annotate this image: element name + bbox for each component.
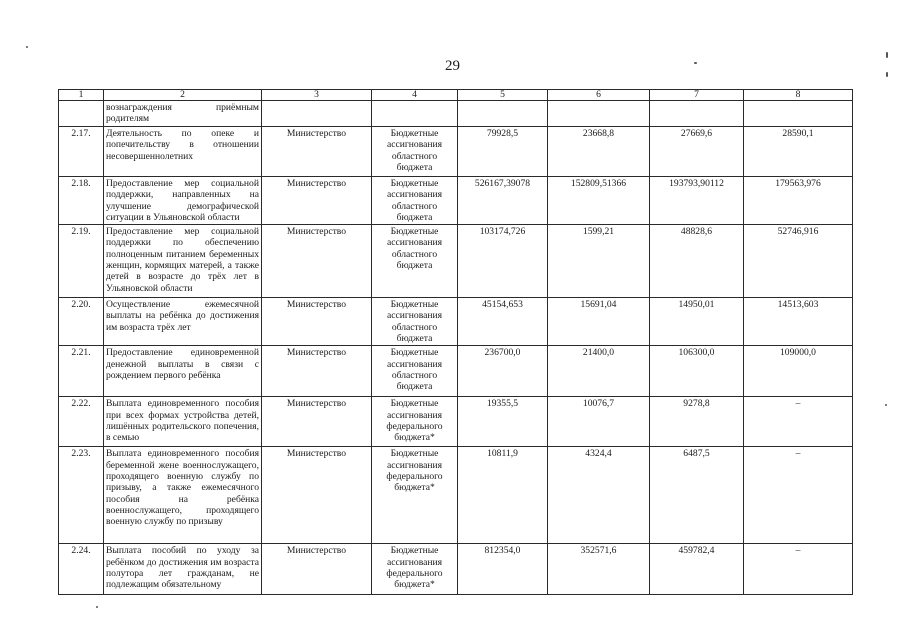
table-row [59,447,853,544]
row-value-col8: – [744,544,853,595]
row-value-col5: 45154,653 [458,298,548,346]
row-number: 2.24. [59,544,104,595]
row-value-col7: 193793,90112 [650,177,744,225]
row-executor [262,101,372,127]
row-value-col7: 106300,0 [650,346,744,397]
row-description: Осуществление ежемесячной выплаты на ребёнка до достижения им возраста трёх лет [104,298,262,346]
column-header: 1 [59,90,104,101]
row-number: 2.21. [59,346,104,397]
row-number [59,101,104,127]
row-value-col8 [744,101,853,127]
row-description: Предоставление мер социальной поддержки по обеспечению полноценным питанием беременных женщин, кормящих матерей, а также детей в возрасте до трёх лет в Ульяновской области [104,225,262,298]
row-value-col6: 23668,8 [548,127,650,177]
row-value-col6: 352571,6 [548,544,650,595]
row-funding-source: Бюджетные ассигнования федерального бюджета* [372,544,458,595]
row-value-col6 [548,101,650,127]
row-executor: Министерство [262,298,372,346]
row-executor: Министерство [262,225,372,298]
row-value-col5 [458,101,548,127]
column-header: 8 [744,90,853,101]
row-executor: Министерство [262,346,372,397]
row-funding-source: Бюджетные ассигнования областного бюджета [372,127,458,177]
scan-speck [886,72,888,77]
row-value-col7: 14950,01 [650,298,744,346]
column-header: 2 [104,90,262,101]
table-row [59,544,853,595]
row-funding-source: Бюджетные ассигнования областного бюджета [372,177,458,225]
row-value-col8: 109000,0 [744,346,853,397]
row-executor: Министерство [262,127,372,177]
row-description: Выплата единовременного пособия беременной жене военнослужащего, проходящего военную службу по призыву, а также ежемесячного пособия на ребёнка военнослужащего, проходящего военную службу по призыву [104,447,262,544]
row-value-col6: 152809,51366 [548,177,650,225]
row-value-col8: 14513,603 [744,298,853,346]
row-value-col6: 15691,04 [548,298,650,346]
table-row [59,397,853,447]
row-value-col7: 6487,5 [650,447,744,544]
column-header: 5 [458,90,548,101]
row-value-col5: 526167,39078 [458,177,548,225]
row-executor: Министерство [262,397,372,447]
scan-speck [694,62,697,64]
row-number: 2.20. [59,298,104,346]
row-number: 2.18. [59,177,104,225]
budget-table [58,89,853,595]
table-row [59,177,853,225]
row-funding-source [372,101,458,127]
row-number: 2.22. [59,397,104,447]
row-number: 2.17. [59,127,104,177]
row-funding-source: Бюджетные ассигнования федерального бюджета* [372,447,458,544]
row-funding-source: Бюджетные ассигнования областного бюджета [372,225,458,298]
scan-speck [96,606,98,608]
table-row [59,127,853,177]
row-value-col5: 103174,726 [458,225,548,298]
row-value-col6: 4324,4 [548,447,650,544]
scan-speck [885,404,887,406]
row-value-col5: 79928,5 [458,127,548,177]
row-value-col8: 179563,976 [744,177,853,225]
row-value-col8: – [744,447,853,544]
row-number: 2.23. [59,447,104,544]
row-executor: Министерство [262,544,372,595]
table-row [59,298,853,346]
row-value-col6: 21400,0 [548,346,650,397]
row-funding-source: Бюджетные ассигнования федерального бюджета* [372,397,458,447]
column-header: 7 [650,90,744,101]
row-funding-source: Бюджетные ассигнования областного бюджета [372,346,458,397]
table-row [59,346,853,397]
row-value-col5: 10811,9 [458,447,548,544]
row-number: 2.19. [59,225,104,298]
row-value-col7: 9278,8 [650,397,744,447]
table-row [59,225,853,298]
row-description: Предоставление мер социальной поддержки, направленных на улучшение демографической ситуации в Ульяновской области [104,177,262,225]
row-value-col5: 812354,0 [458,544,548,595]
row-value-col8: 52746,916 [744,225,853,298]
row-value-col7: 27669,6 [650,127,744,177]
row-value-col5: 19355,5 [458,397,548,447]
row-value-col7 [650,101,744,127]
row-value-col5: 236700,0 [458,346,548,397]
row-description: Выплата пособий по уходу за ребёнком до достижения им возраста полутора лет гражданам, не подлежащим обязательному [104,544,262,595]
row-value-col8: – [744,397,853,447]
row-value-col6: 1599,21 [548,225,650,298]
row-description: Предоставление единовременной денежной выплаты в связи с рождением первого ребёнка [104,346,262,397]
row-description: Выплата единовременного пособия при всех формах устройства детей, лишённых родительского попечения, в семью [104,397,262,447]
column-header: 3 [262,90,372,101]
row-funding-source: Бюджетные ассигнования областного бюджета [372,298,458,346]
row-description: Деятельность по опеке и попечительству в отношении несовершеннолетних [104,127,262,177]
row-value-col6: 10076,7 [548,397,650,447]
table-row [59,101,853,127]
row-description: вознаграждения приёмным родителям [104,101,262,127]
row-executor: Министерство [262,177,372,225]
row-value-col8: 28590,1 [744,127,853,177]
header-row [59,90,853,101]
scan-speck [886,52,888,58]
page-number: 29 [445,58,460,74]
row-executor: Министерство [262,447,372,544]
scan-speck [26,46,28,48]
row-value-col7: 459782,4 [650,544,744,595]
row-value-col7: 48828,6 [650,225,744,298]
column-header: 4 [372,90,458,101]
column-header: 6 [548,90,650,101]
